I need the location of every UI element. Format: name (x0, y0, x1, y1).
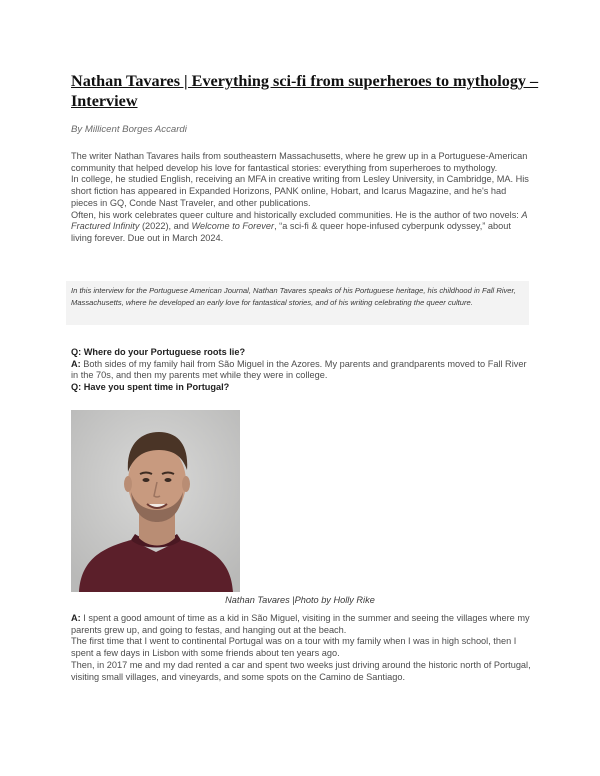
article-title: Nathan Tavares | Everything sci-fi from superheroes to mythology – Interview (71, 72, 539, 110)
answer-text: Both sides of my family hail from São Miguel in the Azores. My parents and grandparents moved to Fall River in the 70s, and then my parents met while they were in college. (71, 358, 527, 381)
question: Q: Have you spent time in Portugal? (71, 382, 230, 393)
author-photo (71, 410, 240, 592)
question: Q: Where do your Portuguese roots lie? (71, 347, 246, 357)
answer (71, 359, 533, 382)
answer-text: I spent a good amount of time as a kid in São Miguel, visiting in the summer and seeing the villages where my parents grew up, and going to festas, and hanging out at the beach. (71, 613, 530, 635)
book-title: A Fractured Infinity (71, 209, 528, 232)
intro-text: (2022), and (139, 221, 192, 232)
answer-paragraph: The first time that I went to continental Portugal was on a tour with my family when I was in high school, then I spent a few days in Lisbon with some friends about ten years ago. (71, 636, 517, 659)
qa-section (71, 347, 533, 394)
answer-paragraph: Then, in 2017 me and my dad rented a car and spent two weeks just driving around the historic north of Portugal, visiting small villages, and vineyards, and some spots on the Camino de Santiago. (71, 659, 531, 682)
answer (71, 613, 533, 636)
article-byline: By Millicent Borges Accardi (71, 124, 187, 135)
answer-label: A: (71, 358, 81, 369)
intro-section (71, 151, 533, 245)
intro-text: Often, his work celebrates queer culture and historically excluded communities. He is the author of two novels: (71, 209, 522, 220)
intro-text: , “a sci-fi & queer hope-infused cyberpunk odyssey,” about living forever. Due out in March 2024. (71, 221, 511, 243)
intro-paragraph: The writer Nathan Tavares hails from southeastern Massachusetts, where he grew up in a Portuguese-American community that helped develop his love for fantastical stories: everything from superheroes to mythology. (71, 151, 528, 173)
intro-paragraph: In college, he studied English, receiving an MFA in creative writing from Lesley University, in Cambridge, MA. His short fiction has appeared in Expanded Horizons, PANK online, Hobart, and Icarus Magazine, and he's had pieces in GQ, Conde Nast Traveler, and other publications. (71, 174, 529, 208)
photo-caption: Nathan Tavares |Photo by Holly Rike (225, 595, 375, 605)
interview-callout: In this interview for the Portuguese American Journal, Nathan Tavares speaks of his Portuguese heritage, his childhood in Fall River, Massachusetts, where he developed an early love for fantastical stories, and of his writing celebrating the queer culture. (66, 281, 529, 325)
answer-label: A: (71, 613, 81, 623)
intro-paragraph (71, 210, 533, 245)
book-title: Welcome to Forever (191, 221, 275, 232)
answer-section (71, 613, 533, 683)
